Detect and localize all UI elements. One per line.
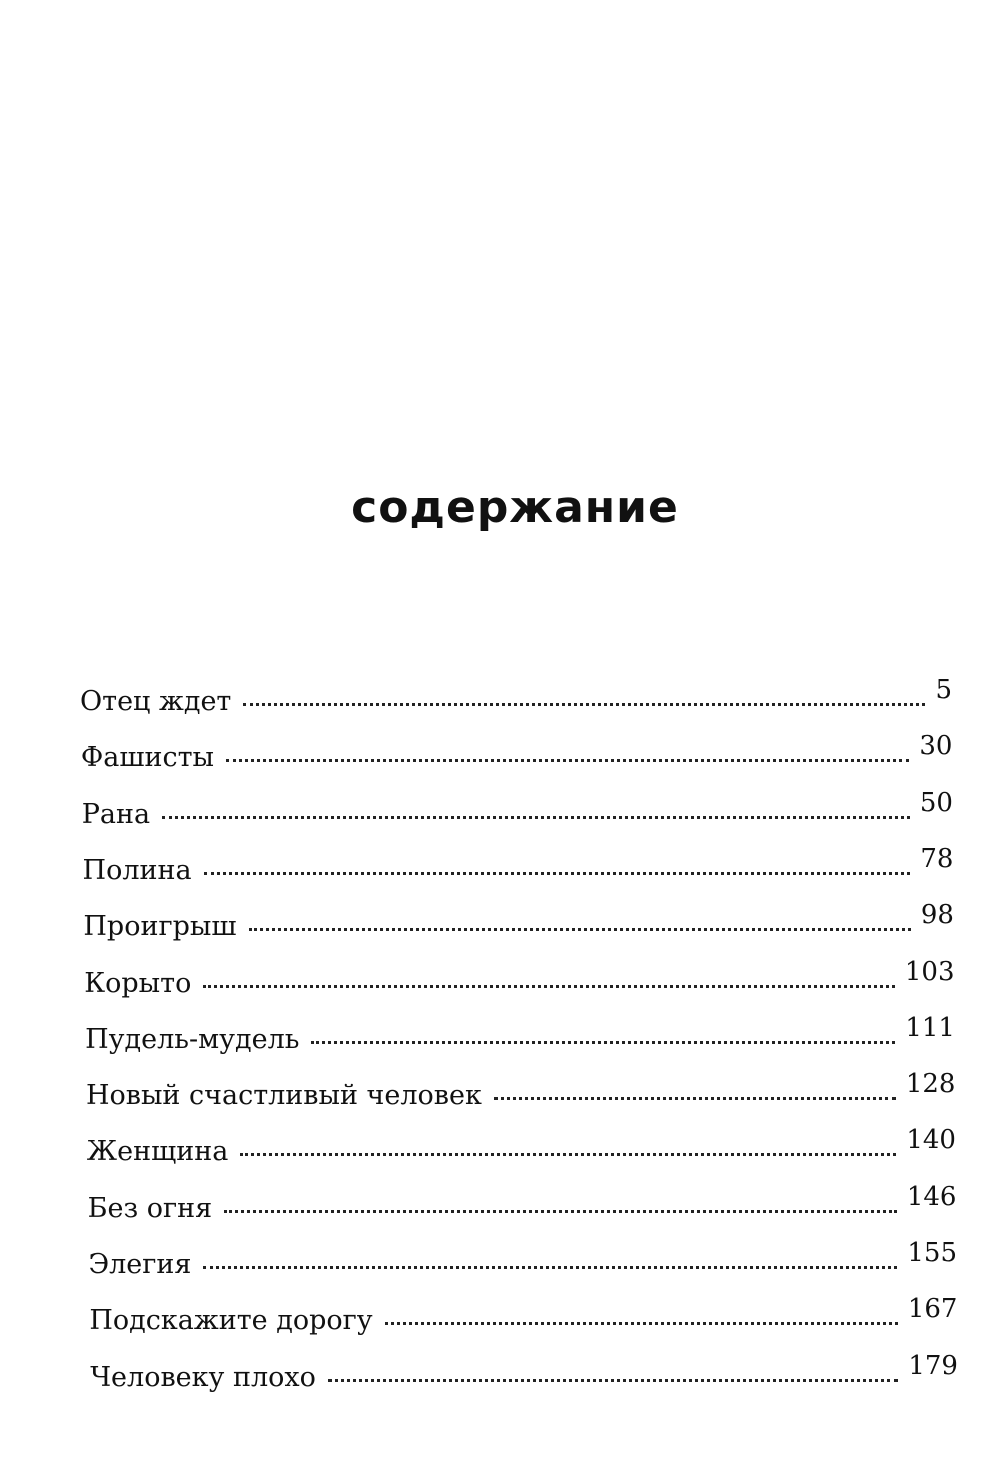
dot-leader [385, 1322, 898, 1325]
toc-page-number: 30 [919, 731, 953, 762]
toc-entry [83, 900, 954, 949]
dot-leader [249, 928, 911, 931]
toc-entry-title: Корыто [84, 967, 192, 999]
toc-page-number: 146 [906, 1181, 957, 1212]
page-title: содержание [351, 482, 679, 533]
toc-entry-title: Пудель-мудель [85, 1023, 300, 1055]
toc-entry-title: Новый счастливый человек [85, 1080, 482, 1112]
dot-leader [204, 872, 911, 875]
toc-entry [89, 1294, 958, 1343]
toc-entry-title: Рана [81, 798, 151, 830]
dot-leader [494, 1097, 896, 1100]
toc-entry [84, 956, 955, 1006]
toc-entry-title: Женщина [86, 1136, 229, 1168]
toc-entry [81, 787, 953, 837]
dot-leader [243, 703, 925, 706]
toc-page-number: 155 [907, 1238, 957, 1268]
toc-entry [82, 843, 954, 893]
toc-page-number: 111 [905, 1012, 955, 1043]
toc-entry-title: Отец ждет [80, 686, 232, 717]
toc-entry [87, 1181, 957, 1231]
dot-leader [328, 1379, 898, 1382]
toc-page-number: 179 [908, 1350, 958, 1381]
toc-page-number: 78 [920, 843, 954, 874]
toc-entry [85, 1069, 956, 1118]
toc-entry-title: Фашисты [80, 742, 214, 774]
dot-leader [224, 1210, 897, 1213]
toc-entry-title: Без огня [87, 1192, 213, 1224]
toc-entry [86, 1125, 956, 1174]
dot-leader [203, 985, 894, 988]
dot-leader [311, 1041, 895, 1044]
toc-page-number: 5 [935, 675, 952, 705]
toc-entry [80, 675, 952, 724]
dot-leader [203, 1266, 897, 1269]
toc-entry [85, 1012, 955, 1062]
toc-page-number: 50 [919, 787, 953, 818]
toc-page-number: 167 [907, 1294, 958, 1325]
toc-page-number: 140 [906, 1125, 956, 1156]
dot-leader [162, 816, 910, 819]
toc-entry-title: Человеку плохо [90, 1361, 316, 1393]
toc-entry [80, 731, 953, 780]
toc-page-number: 128 [905, 1069, 956, 1100]
toc-entry-title: Проигрыш [83, 911, 237, 943]
dot-leader [226, 759, 909, 762]
toc-entry-title: Элегия [88, 1249, 192, 1280]
toc-entry [88, 1238, 958, 1287]
toc-page-number: 103 [904, 956, 955, 987]
dot-leader [240, 1153, 896, 1156]
toc-entry [90, 1350, 958, 1400]
toc-entry-title: Подскажите дорогу [89, 1305, 373, 1337]
toc-page-number: 98 [920, 900, 954, 931]
toc-entry-title: Полина [82, 854, 192, 886]
